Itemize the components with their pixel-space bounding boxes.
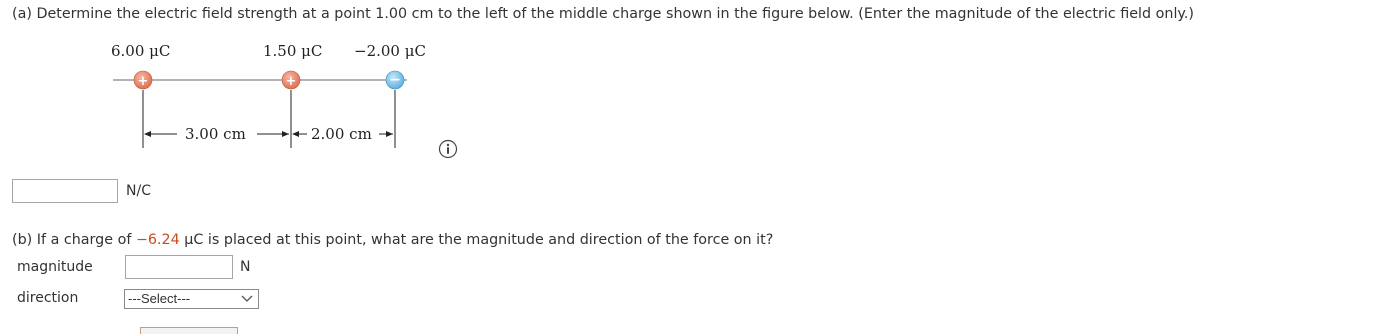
charge-middle-label: 1.50 μC: [263, 42, 323, 60]
part-a-answer-input[interactable]: [12, 179, 118, 203]
distance-right-label: 2.00 cm: [311, 125, 372, 143]
plus-icon: +: [137, 74, 149, 89]
part-b-charge-value: −6.24: [135, 232, 180, 248]
direction-select[interactable]: [124, 289, 259, 309]
chevron-down-icon: [238, 290, 256, 308]
charge-right-negative: [386, 71, 404, 89]
direction-label: direction: [17, 290, 79, 306]
part-a-unit: N/C: [126, 183, 151, 199]
part-a-question: (a) Determine the electric field strength at a point 1.00 cm to the left of the middle charge shown in the figure below. (Enter the magnitude of the electric field only.): [12, 6, 1194, 22]
charge-figure: [95, 38, 495, 168]
direction-selected-value: ---Select---: [128, 291, 191, 306]
info-icon[interactable]: [438, 139, 458, 159]
minus-icon: −: [389, 72, 401, 88]
magnitude-label: magnitude: [17, 259, 93, 275]
magnitude-unit: N: [240, 259, 251, 275]
part-b-prefix: (b) If a charge of: [12, 232, 136, 248]
charge-left-positive: [134, 71, 152, 89]
part-b-suffix: μC is placed at this point, what are the magnitude and direction of the force on it?: [179, 232, 774, 248]
charge-right-label: −2.00 μC: [354, 42, 426, 60]
charge-middle-positive: [282, 71, 300, 89]
magnitude-input[interactable]: [125, 255, 233, 279]
distance-left-label: 3.00 cm: [185, 125, 246, 143]
charge-diagram: [95, 38, 495, 168]
plus-icon: +: [285, 74, 297, 89]
charge-left-label: 6.00 μC: [111, 42, 171, 60]
part-b-question: [12, 232, 773, 248]
